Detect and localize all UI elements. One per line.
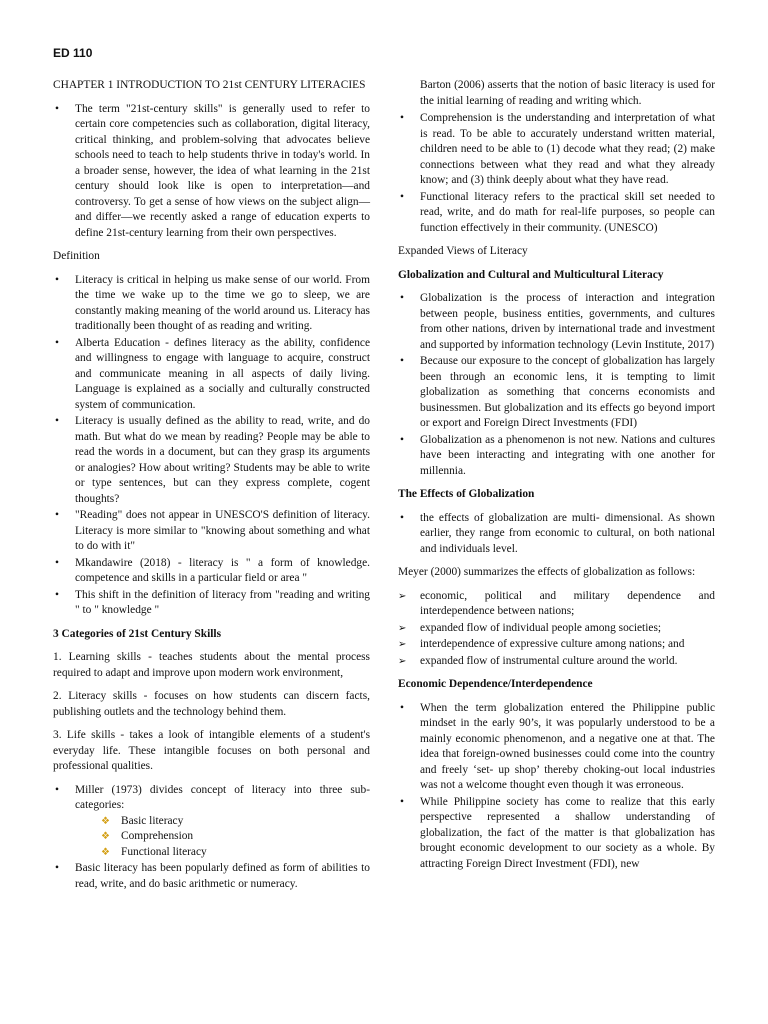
expanded-heading: Expanded Views of Literacy [398,245,528,257]
category-paragraph: 3. Life skills - takes a look of intangible elements of a student's everyday life. These intangible focuses on both personal and professional qualities. [53,729,370,772]
list-item: • This shift in the definition of literacy from "reading and writing " to " knowledge " [53,588,370,619]
list-item: • Alberta Education - defines literacy as the ability, confidence and willingness to engage with language to acquire, construct and communicate meaning in all aspects of daily living. Language is explained as a socially and culturally constructed system of communication. [53,336,370,414]
continuation-text: Barton (2006) asserts that the notion of basic literacy is used for the initial learning of reading and writing which. [420,79,715,107]
list-item: • When the term globalization entered the Philippine public mindset in the early 90’s, it was popularly understood to be a mainly economic phenomenon, and a negative one at that. The idea that foreign-owned businesses could come into the country and freely ‘set- up shop’ thereby choking-out local industries was not a welcome thought even though it was erroneous. [398,701,715,794]
sub-list-item: ❖ Functional literacy [99,845,370,861]
effects-list [398,511,715,558]
list-item: • Because our exposure to the concept of globalization has largely been through an economic lens, it is tempting to limit globalization as something that concerns economists and businessmen. But globalization and its effects go beyond import or export and Foreign Direct Investments (FDI) [398,354,715,432]
list-item: ➢ expanded flow of individual people among societies; [398,621,715,637]
list-item: • Literacy is usually defined as the ability to read, write, and do math. But what do we mean by reading? People may be able to read the words in a document, but can they grasp its arguments or analogies? How about writing? Students may be able to write or type sentences, but can they express complete, cogent thoughts? [53,414,370,507]
miller-list [53,783,370,893]
list-item: ➢ interdependence of expressive culture among nations; and [398,637,715,653]
document-header: ED 110 [53,46,93,60]
category-paragraph: 2. Literacy skills - focuses on how students can discern facts, publishing outlets and the technology behind them. [53,690,370,718]
list-item: • While Philippine society has come to realize that this early perspective represented a shallow understanding of globalization, the fact of the matter is that globalization has brought economic development to our society as a whole. By attracting Foreign Direct Investment (FDI), new [398,795,715,873]
left-column [53,78,370,893]
economic-heading: Economic Dependence/Interdependence [398,678,593,690]
list-item: • Globalization is the process of interaction and integration between people, business entities, governments, and cultures from other nations, driven by international trade and investment and supported by information technology (Levin Institute, 2017) [398,291,715,353]
sub-list-item: ❖ Basic literacy [99,814,370,830]
list-item: • Literacy is critical in helping us make sense of our world. From the time we wake up to the time we go to sleep, we are constantly making meaning of the world around us. Literacy has traditionally been thought of as reading and writing. [53,273,370,335]
economic-list [398,701,715,873]
list-item: • the effects of globalization are multi- dimensional. As shown earlier, they range from economic to cultural, on both national and individuals level. [398,511,715,558]
right-column [398,78,715,880]
miller-text: Miller (1973) divides concept of literacy into three sub-categories: [75,783,370,811]
list-item: ➢ expanded flow of instrumental culture around the world. [398,654,715,670]
list-item [53,783,370,861]
definition-list [53,273,370,619]
chapter-title: CHAPTER 1 INTRODUCTION TO 21st CENTURY LITERACIES [53,79,366,91]
list-item: • Basic literacy has been popularly defined as form of abilities to read, write, and do basic arithmetic or numeracy. [53,861,370,892]
meyer-list [398,589,715,670]
list-item: • Functional literacy refers to the practical skill set needed to read, write, and do math for real-life purposes, so people can function effectively in their community. (UNESCO) [398,190,715,237]
globalization-list [398,291,715,479]
list-item: • "Reading" does not appear in UNESCO'S definition of literacy. Literacy is more similar to "knowing about something and what to do with it" [53,508,370,555]
list-item: ➢ economic, political and military dependence and interdependence between nations; [398,589,715,620]
meyer-paragraph: Meyer (2000) summarizes the effects of globalization as follows: [398,566,696,578]
miller-sublist [99,814,370,861]
category-paragraph: 1. Learning skills - teaches students about the mental process required to adapt and improve upon modern work environment, [53,651,370,679]
categories-heading: 3 Categories of 21st Century Skills [53,627,222,640]
globalization-heading: Globalization and Cultural and Multicultural Literacy [398,268,664,281]
list-item: • Mkandawire (2018) - literacy is " a form of knowledge. competence and skills in a particular field or area " [53,556,370,587]
list-item: • The term "21st-century skills" is generally used to refer to certain core competencies such as collaboration, digital literacy, critical thinking, and problem-solving that advocates believe schools need to teach to help students thrive in today's world. In a broader sense, however, the idea of what learning in the 21st century should look like is open to interpretation—and controversy. To get a sense of how views on the subject align—and differ—we recently asked a range of education experts to define 21st-century learning from their own perspectives. [53,102,370,242]
sub-list-item: ❖ Comprehension [99,829,370,845]
list-item: • Globalization as a phenomenon is not new. Nations and cultures have been interacting and integrating with one another for millennia. [398,433,715,480]
list-item: • Comprehension is the understanding and interpretation of what is read. To be able to accurately understand written material, children need to be able to (1) decode what they read; (2) make connections between what they read and what they already know; and (3) think deeply about what they have read. [398,111,715,189]
intro-list [53,102,370,242]
literacy-list [398,111,715,236]
effects-heading: The Effects of Globalization [398,488,535,500]
definition-heading: Definition [53,250,100,262]
